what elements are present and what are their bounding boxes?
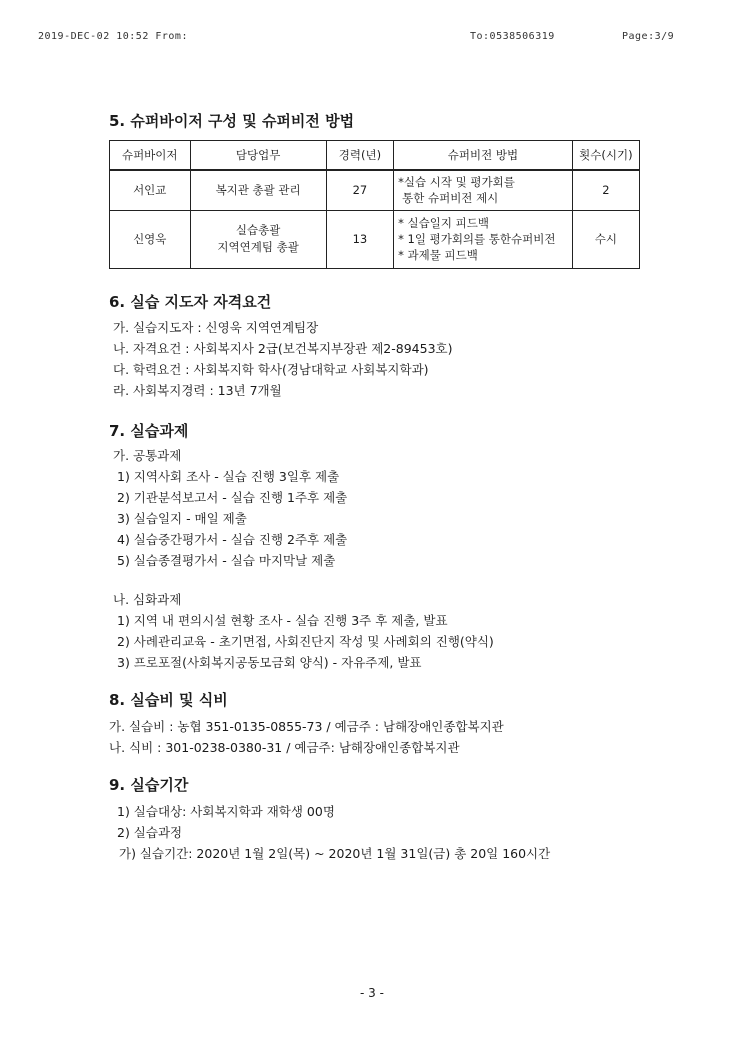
duty-line: 실습총괄 (235, 223, 281, 237)
common-task: 5) 실습종결평가서 - 실습 마지막날 제출 (117, 553, 336, 568)
supervisor-duty (190, 210, 326, 268)
section6-item: 나. 자격요건 : 사회복지사 2급(보건복지부장관 제2-89453호) (113, 341, 453, 356)
supervisor-name: 서인교 (110, 170, 191, 210)
common-task: 4) 실습중간평가서 - 실습 진행 2주후 제출 (117, 532, 348, 547)
method-line: * 과제물 피드백 (398, 248, 478, 262)
supervisor-career: 13 (326, 210, 393, 268)
section6-title: 6. 실습 지도자 자격요건 (109, 293, 272, 311)
table-row (110, 170, 640, 210)
common-task-heading: 가. 공통과제 (113, 448, 182, 463)
section9-item: 2) 실습과정 (117, 825, 183, 840)
common-task: 2) 기관분석보고서 - 실습 진행 1주후 제출 (117, 490, 348, 505)
supervision-count: 수시 (572, 210, 639, 268)
col-duty: 담당업무 (190, 141, 326, 171)
section6-item: 라. 사회복지경력 : 13년 7개월 (113, 383, 282, 398)
method-line: * 1일 평가회의를 통한슈퍼비전 (398, 232, 556, 246)
section9-title: 9. 실습기간 (109, 776, 189, 794)
advanced-task: 3) 프로포절(사회복지공동모금회 양식) - 자유주제, 발표 (117, 655, 422, 670)
training-period: 가) 실습기간: 2020년 1월 2일(목) ~ 2020년 1월 31일(금) 총 20일 160시간 (119, 846, 551, 861)
col-method: 슈퍼비전 방법 (394, 141, 573, 171)
method-line: 통한 슈퍼비전 제시 (402, 191, 499, 206)
method-line: *실습 시작 및 평가회를 (398, 175, 515, 190)
supervisor-career: 27 (326, 170, 393, 210)
supervision-method (394, 170, 573, 210)
col-count: 횟수(시기) (572, 141, 639, 171)
section7-title: 7. 실습과제 (109, 422, 189, 440)
advanced-task-heading: 나. 심화과제 (113, 592, 182, 607)
advanced-task: 2) 사례관리교육 - 초기면접, 사회진단지 작성 및 사례회의 진행(약식) (117, 634, 494, 649)
advanced-task: 1) 지역 내 편의시설 현황 조사 - 실습 진행 3주 후 제출, 발표 (117, 613, 448, 628)
section6-item: 가. 실습지도자 : 신영욱 지역연계팀장 (113, 320, 319, 335)
section6-item: 다. 학력요건 : 사회복지학 학사(경남대학교 사회복지학과) (113, 362, 429, 377)
table-row (110, 210, 640, 268)
supervision-method (394, 210, 573, 268)
section9-item: 1) 실습대상: 사회복지학과 재학생 00명 (117, 804, 335, 819)
section8-title: 8. 실습비 및 식비 (109, 691, 228, 709)
supervision-count: 2 (572, 170, 639, 210)
table-header-row (110, 141, 640, 171)
supervisor-name: 신영욱 (110, 210, 191, 268)
common-task: 3) 실습일지 - 매일 제출 (117, 511, 247, 526)
section8-item: 가. 실습비 : 농협 351-0135-0855-73 / 예금주 : 남해장애인종합복지관 (109, 719, 504, 734)
section8-item: 나. 식비 : 301-0238-0380-31 / 예금주: 남해장애인종합복지관 (109, 740, 460, 755)
section5-title: 5. 슈퍼바이저 구성 및 슈퍼비전 방법 (109, 112, 355, 130)
method-line: * 실습일지 피드백 (398, 216, 489, 230)
fax-page: Page:3/9 (622, 31, 675, 42)
col-career: 경력(년) (326, 141, 393, 171)
common-task: 1) 지역사회 조사 - 실습 진행 3일후 제출 (117, 469, 340, 484)
col-supervisor: 슈퍼바이저 (110, 141, 191, 171)
page-number: - 3 - (360, 986, 384, 1000)
supervisor-duty: 복지관 총괄 관리 (190, 170, 326, 210)
fax-datetime: 2019-DEC-02 10:52 From: (38, 31, 188, 42)
duty-line: 지역연계팀 총괄 (217, 240, 299, 254)
supervisor-table (109, 140, 640, 269)
fax-recipient: To:0538506319 (470, 31, 555, 42)
